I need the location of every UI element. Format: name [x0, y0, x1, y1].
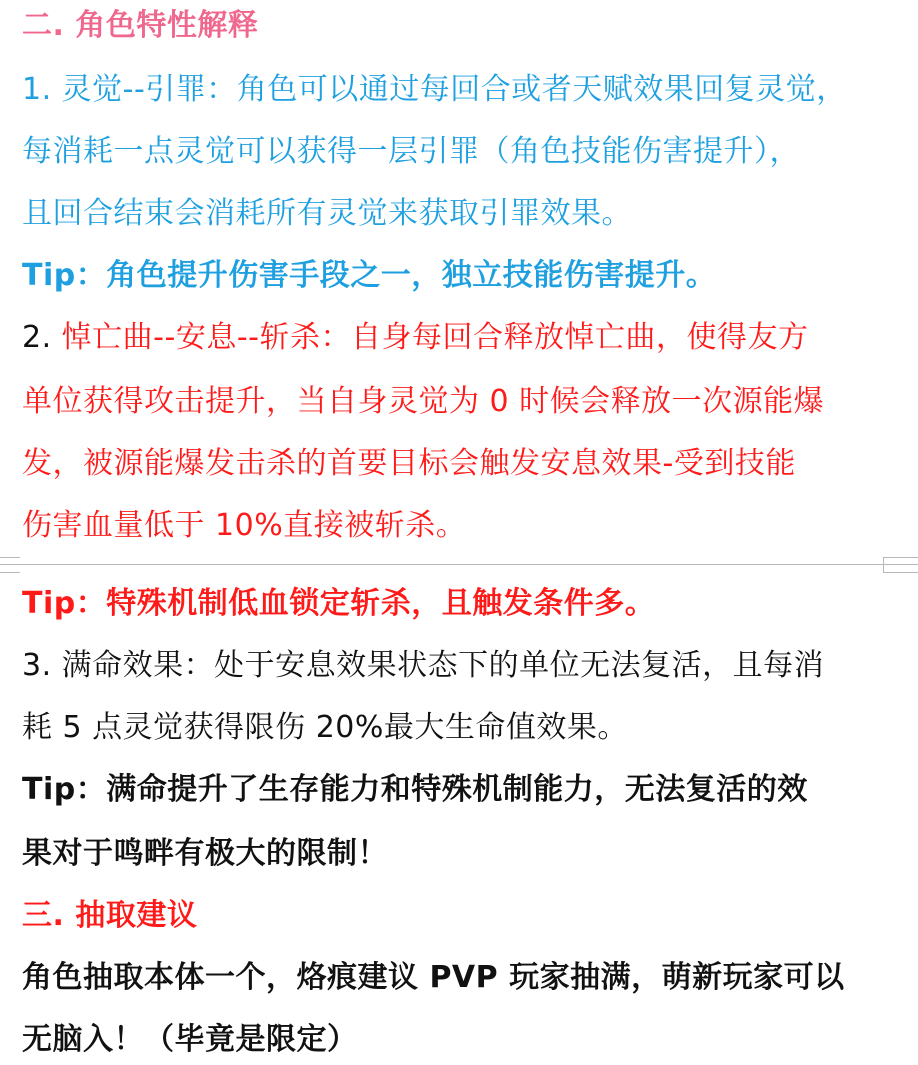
paragraph-line	[22, 320, 808, 356]
section-heading-character-traits: 二. 角色特性解释	[22, 8, 259, 43]
page-break-rule	[0, 564, 918, 565]
paragraph-line: 每消耗一点灵觉可以获得一层引罪（角色技能伤害提升），	[22, 134, 800, 169]
paragraph-line: 单位获得攻击提升，当自身灵觉为 0 时候会释放一次源能爆	[22, 384, 825, 419]
item-number: 2.	[22, 320, 62, 355]
section-heading-draw-advice: 三. 抽取建议	[22, 898, 198, 933]
item-text: 悼亡曲--安息--斩杀：自身每回合释放悼亡曲，使得友方	[61, 320, 809, 355]
tip-line: 果对于鸣畔有极大的限制！	[22, 836, 388, 871]
tip-line: Tip：特殊机制低血锁定斩杀，且触发条件多。	[22, 586, 656, 621]
tip-line: Tip：角色提升伤害手段之一，独立技能伤害提升。	[22, 258, 717, 293]
paragraph-line: 无脑入！（毕竟是限定）	[22, 1022, 358, 1057]
page-break-divider	[0, 554, 918, 576]
paragraph-line: 角色抽取本体一个，烙痕建议 PVP 玩家抽满，萌新玩家可以	[22, 960, 845, 995]
paragraph-line: 且回合结束会消耗所有灵觉来获取引罪效果。	[22, 196, 632, 231]
paragraph-line: 3. 满命效果：处于安息效果状态下的单位无法复活，且每消	[22, 648, 825, 683]
paragraph-line: 耗 5 点灵觉获得限伤 20%最大生命值效果。	[22, 710, 628, 745]
paragraph-line: 伤害血量低于 10%直接被斩杀。	[22, 508, 467, 543]
paragraph-line: 发，被源能爆发击杀的首要目标会触发安息效果-受到技能	[22, 446, 796, 481]
tip-line: Tip：满命提升了生存能力和特殊机制能力，无法复活的效	[22, 772, 808, 807]
page-break-right-marker	[883, 557, 918, 573]
page-break-left-marker	[0, 557, 20, 573]
paragraph-line: 1. 灵觉--引罪：角色可以通过每回合或者天赋效果回复灵觉，	[22, 72, 847, 107]
